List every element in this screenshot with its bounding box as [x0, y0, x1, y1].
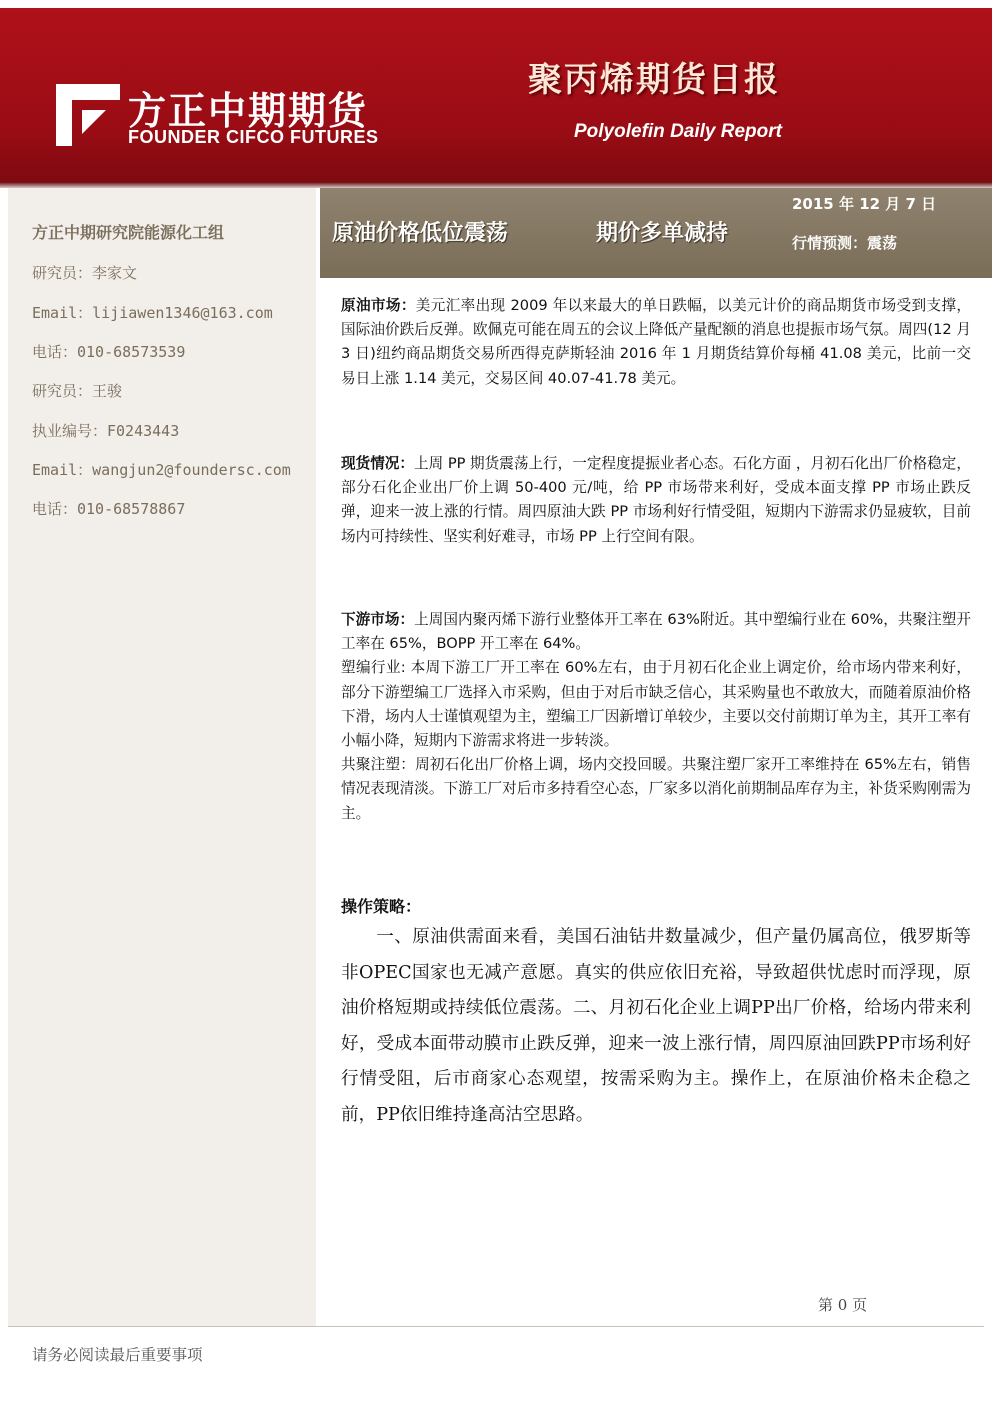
strategy-text: 一、原油供需面来看，美国石油钻井数量减少，但产量仍属高位，俄罗斯等非OPEC国家也无减产意愿。真实的供应依旧充裕，导致超供忧虑时而浮现，原油价格短期或持续低位震荡。二、月初石化企业上调PP出厂价格，给场内带来利好，受成本面带动膜市止跌反弹，迎来一波上涨行情，周四原油回跌PP市场利好行情受阻，后市商家心态观望，按需采购为主。操作上，在原油价格未企稳之前，PP依旧维持逢高沽空思路。	[341, 927, 971, 1125]
weaving-paragraph: 塑编行业: 本周下游工厂开工率在 60%左右，由于月初石化企业上调定价，给市场内带来利好，部分下游塑编工厂选择入市采购，但由于对后市缺乏信心，其采购量也不敢放大，而随着原油价格下滑，场内人士谨慎观望为主，塑编工厂因新增订单较少，主要以交付前期订单为主，其开工率有小幅小降，短期内下游需求将进一步转淡。	[341, 659, 971, 750]
analyst-2-name: 研究员：王骏	[32, 382, 123, 400]
headline-primary: 原油价格低位震荡	[332, 221, 509, 246]
market-forecast: 行情预测：震荡	[792, 234, 898, 252]
analyst-2-email: Email：wangjun2@foundersc.com	[32, 461, 291, 479]
logo-chinese-name: 方正中期期货	[128, 89, 369, 133]
spot-text: 上周 PP 期货震荡上行，一定程度提振业者心态。石化方面 ，月初石化出厂价格稳定，部分石化企业出厂价上调 50-400 元/吨，给 PP 市场带来利好，受成本面支撑 PP 市场止跌反弹，迎来一波上涨的行情。周四原油大跌 PP 市场利好行情受阻，短期内下游需求仍显疲软，目前场内可持续性、坚实利好难寻，市场 PP 上行空间有限。	[341, 455, 971, 545]
crude-oil-text: 美元汇率出现 2009 年以来最大的单日跌幅，以美元计价的商品期货市场受到支撑，国际油价跌后反弹。欧佩克可能在周五的会议上降低产量配额的消息也提振市场气氛。周四(12 月 3 日)纽约商品期货交易所西得克萨斯轻油 2016 年 1 月期货结算价每桶 41.08 美元，比前一交易日上涨 1.14 美元，交易区间 40.07-41.78 美元。	[341, 297, 971, 387]
crude-oil-section	[341, 294, 971, 391]
headline-secondary: 期价多单减持	[596, 221, 729, 246]
strategy-title: 操作策略：	[341, 897, 422, 916]
research-group-name: 方正中期研究院能源化工组	[32, 223, 225, 242]
disclaimer-note: 请务必阅读最后重要事项	[32, 1346, 203, 1364]
downstream-label: 下游市场：	[341, 611, 415, 628]
analyst-2-license: 执业编号：F0243443	[32, 422, 180, 440]
analyst-2-phone: 电话：010-68578867	[32, 500, 186, 518]
analyst-1-phone: 电话：010-68573539	[32, 343, 186, 361]
spot-section	[341, 452, 971, 549]
footer-divider	[8, 1326, 984, 1327]
report-subtitle: Polyolefin Daily Report	[574, 121, 782, 142]
report-title: 聚丙烯期货日报	[528, 60, 780, 100]
report-date: 2015 年 12 月 7 日	[792, 195, 937, 213]
logo-english-name: FOUNDER CIFCO FUTURES	[128, 127, 379, 147]
company-logo-icon	[56, 84, 120, 146]
analyst-1-email: Email：lijiawen1346@163.com	[32, 304, 273, 322]
page-number: 第 0 页	[818, 1296, 868, 1314]
crude-oil-label: 原油市场：	[341, 297, 416, 314]
analyst-1-name: 研究员：李家文	[32, 264, 138, 282]
downstream-paragraph	[341, 608, 971, 656]
injection-paragraph: 共聚注塑：周初石化出厂价格上调，场内交投回暖。共聚注塑厂家开工率维持在 65%左右，销售情况表现清淡。下游工厂对后市多持看空心态，厂家多以消化前期制品库存为主，补货采购刚需为主。	[341, 756, 971, 822]
downstream-section	[341, 608, 971, 826]
spot-label: 现货情况：	[341, 455, 414, 472]
downstream-text: 上周国内聚丙烯下游行业整体开工率在 63%附近。其中塑编行业在 60%，共聚注塑开工率在 65%，BOPP 开工率在 64%。	[341, 611, 971, 653]
